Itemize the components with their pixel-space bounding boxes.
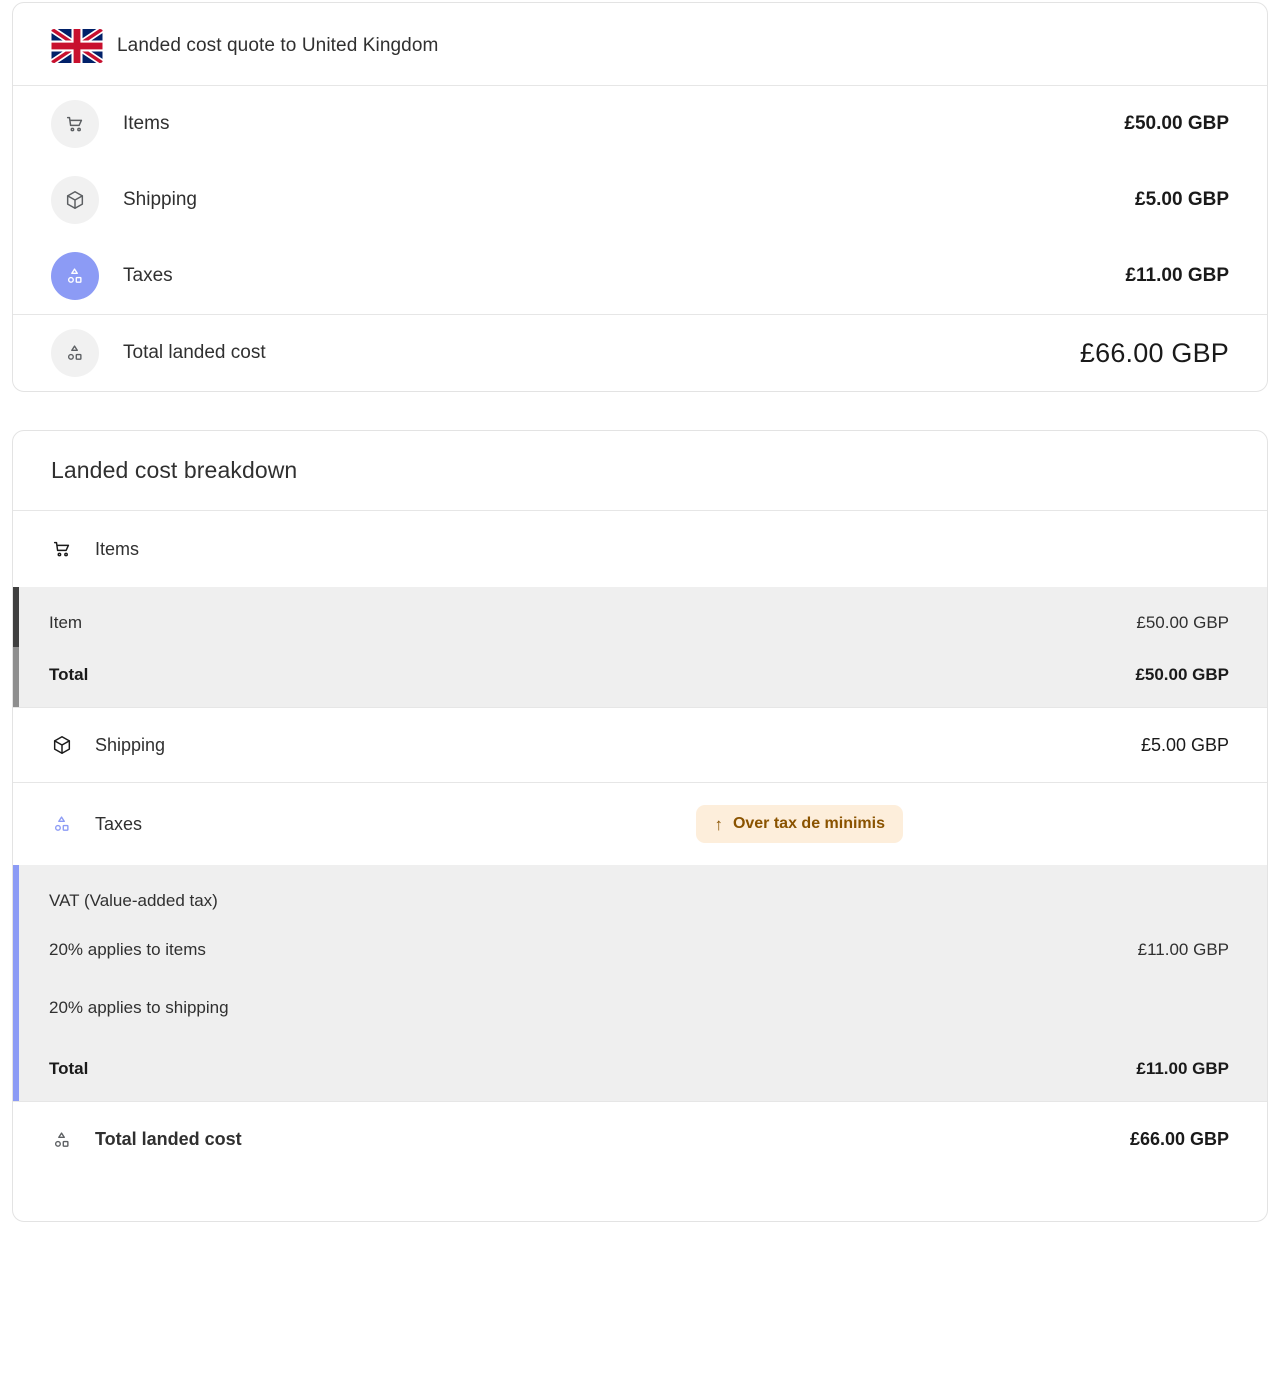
breakdown-row-total [13,1101,1267,1177]
summary-total-label: Total landed cost [123,342,266,363]
breakdown-items-detail [13,587,1267,707]
detail-title [13,865,1267,921]
vat-title: VAT (Value-added tax) [49,891,218,910]
breakdown-items-label: Items [95,538,140,559]
landed-cost-quote-card [12,2,1268,392]
taxes-icon [51,1129,73,1151]
summary-shipping-value: £5.00 GBP [1135,189,1229,210]
taxes-icon [51,252,99,300]
card-spacer [13,1177,1267,1221]
detail-row [13,979,1267,1037]
vat-items-label: 20% applies to items [49,940,206,959]
summary-taxes-label: Taxes [123,265,173,286]
breakdown-header [13,431,1267,511]
landed-cost-page [0,2,1280,1222]
quote-title: Landed cost quote to United Kingdom [117,35,439,56]
breakdown-title: Landed cost breakdown [51,457,298,483]
item-label: Item [49,613,83,632]
arrow-up-icon: ↑ [714,814,723,834]
breakdown-taxes-label: Taxes [95,813,143,834]
taxes-icon [51,813,73,835]
breakdown-taxes-detail [13,865,1267,1101]
items-total-label: Total [49,665,89,684]
summary-row-taxes [13,238,1267,314]
items-total-value: £50.00 GBP [1135,665,1229,684]
vat-items-value: £11.00 GBP [1137,940,1229,959]
box-icon [51,176,99,224]
cart-icon [51,100,99,148]
quote-header [13,3,1267,86]
taxes-total-label: Total [49,1059,89,1078]
taxes-total-value: £11.00 GBP [1136,1059,1229,1078]
box-icon [51,734,73,756]
detail-row [13,587,1267,643]
summary-row-shipping [13,162,1267,238]
landed-cost-breakdown-card [12,430,1268,1222]
breakdown-section-taxes [13,783,1267,865]
vat-shipping-label: 20% applies to shipping [49,998,229,1017]
breakdown-shipping-value: £5.00 GBP [1140,734,1229,755]
breakdown-section-items [13,511,1267,587]
item-value: £50.00 GBP [1136,613,1229,632]
summary-items-label: Items [123,113,170,134]
summary-row-items [13,86,1267,162]
summary-row-total [13,314,1267,391]
taxes-icon [51,329,99,377]
summary-shipping-label: Shipping [123,189,197,210]
status-badge [696,805,903,843]
breakdown-total-value: £66.00 GBP [1129,1129,1229,1149]
detail-row [13,643,1267,707]
breakdown-section-shipping [13,707,1267,783]
breakdown-total-label: Total landed cost [95,1129,242,1149]
cart-icon [51,538,73,560]
detail-row [13,1037,1267,1101]
breakdown-shipping-label: Shipping [95,734,166,755]
detail-row [13,921,1267,979]
status-badge-text: Over tax de minimis [732,815,885,832]
summary-items-value: £50.00 GBP [1124,113,1229,134]
uk-flag-icon [51,29,103,63]
summary-total-value: £66.00 GBP [1079,337,1229,368]
summary-taxes-value: £11.00 GBP [1125,265,1229,286]
